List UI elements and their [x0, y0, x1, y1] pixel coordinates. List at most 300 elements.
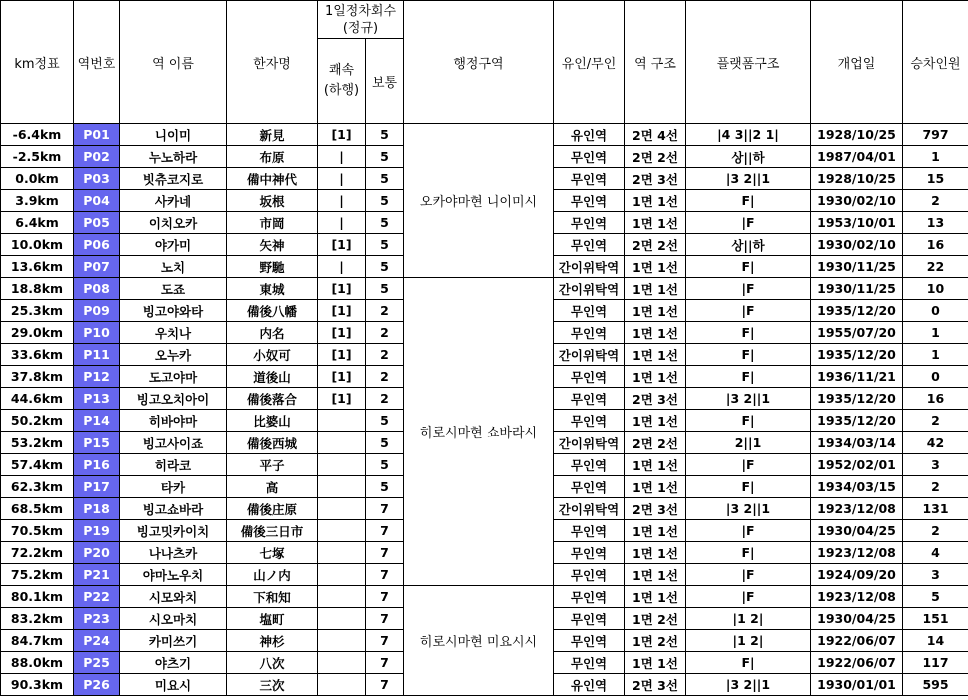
opened-cell: 1952/02/01 [811, 454, 903, 476]
staffed-cell: 간이위탁역 [554, 432, 625, 454]
opened-cell: 1928/10/25 [811, 124, 903, 146]
station-name: 타카 [120, 476, 227, 498]
opened-cell: 1953/10/01 [811, 212, 903, 234]
structure-cell: 1면 1선 [625, 410, 686, 432]
station-hanja: 三次 [227, 674, 318, 696]
structure-cell: 2면 2선 [625, 432, 686, 454]
header-passengers: 승차인원 [903, 1, 968, 124]
km-cell: 37.8km [1, 366, 74, 388]
structure-cell: 1면 1선 [625, 212, 686, 234]
km-cell: 90.3km [1, 674, 74, 696]
platform-cell: |3 2||1 [686, 168, 811, 190]
station-code: P02 [74, 146, 120, 168]
platform-cell: F| [686, 476, 811, 498]
passengers-cell: 14 [903, 630, 968, 652]
opened-cell: 1935/12/20 [811, 388, 903, 410]
staffed-cell: 간이위탁역 [554, 344, 625, 366]
staffed-cell: 무인역 [554, 366, 625, 388]
km-cell: 0.0km [1, 168, 74, 190]
opened-cell: 1922/06/07 [811, 652, 903, 674]
station-name: 히바야마 [120, 410, 227, 432]
staffed-cell: 무인역 [554, 146, 625, 168]
platform-cell: |1 2| [686, 608, 811, 630]
opened-cell: 1936/11/21 [811, 366, 903, 388]
normal-stops: 5 [366, 278, 404, 300]
station-hanja: 山ノ内 [227, 564, 318, 586]
header-opened: 개업일 [811, 1, 903, 124]
passengers-cell: 15 [903, 168, 968, 190]
structure-cell: 2면 3선 [625, 674, 686, 696]
rapid-stops: | [318, 190, 366, 212]
station-code: P04 [74, 190, 120, 212]
station-hanja: 市岡 [227, 212, 318, 234]
normal-stops: 7 [366, 652, 404, 674]
km-cell: 44.6km [1, 388, 74, 410]
km-cell: 13.6km [1, 256, 74, 278]
station-hanja: 神杉 [227, 630, 318, 652]
station-code: P09 [74, 300, 120, 322]
passengers-cell: 0 [903, 300, 968, 322]
passengers-cell: 16 [903, 388, 968, 410]
station-name: 시모와치 [120, 586, 227, 608]
platform-cell: |F [686, 564, 811, 586]
structure-cell: 1면 1선 [625, 652, 686, 674]
station-code: P10 [74, 322, 120, 344]
platform-cell: F| [686, 652, 811, 674]
opened-cell: 1928/10/25 [811, 168, 903, 190]
opened-cell: 1922/06/07 [811, 630, 903, 652]
normal-stops: 7 [366, 564, 404, 586]
normal-stops: 7 [366, 498, 404, 520]
passengers-cell: 1 [903, 322, 968, 344]
staffed-cell: 무인역 [554, 586, 625, 608]
station-code: P03 [74, 168, 120, 190]
km-cell: 57.4km [1, 454, 74, 476]
rapid-stops [318, 432, 366, 454]
platform-cell: 상||하 [686, 234, 811, 256]
station-hanja: 八次 [227, 652, 318, 674]
staffed-cell: 간이위탁역 [554, 278, 625, 300]
station-code: P11 [74, 344, 120, 366]
rapid-stops: [1] [318, 124, 366, 146]
station-hanja: 道後山 [227, 366, 318, 388]
structure-cell: 2면 2선 [625, 146, 686, 168]
station-hanja: 坂根 [227, 190, 318, 212]
normal-stops: 5 [366, 454, 404, 476]
station-hanja: 野馳 [227, 256, 318, 278]
opened-cell: 1934/03/14 [811, 432, 903, 454]
normal-stops: 7 [366, 630, 404, 652]
structure-cell: 1면 1선 [625, 366, 686, 388]
station-name: 히라코 [120, 454, 227, 476]
rapid-stops: [1] [318, 366, 366, 388]
platform-cell: 상||하 [686, 146, 811, 168]
header-stops: 1일정차회수 (정규) [318, 1, 404, 39]
opened-cell: 1930/11/25 [811, 278, 903, 300]
platform-cell: |3 2||1 [686, 388, 811, 410]
rapid-stops [318, 498, 366, 520]
normal-stops: 5 [366, 476, 404, 498]
opened-cell: 1924/09/20 [811, 564, 903, 586]
structure-cell: 1면 1선 [625, 476, 686, 498]
region-cell: 오카야마현 니이미시 [404, 124, 554, 278]
passengers-cell: 2 [903, 476, 968, 498]
opened-cell: 1935/12/20 [811, 410, 903, 432]
structure-cell: 1면 1선 [625, 300, 686, 322]
km-cell: 70.5km [1, 520, 74, 542]
rapid-stops: | [318, 256, 366, 278]
station-hanja: 下和知 [227, 586, 318, 608]
staffed-cell: 무인역 [554, 300, 625, 322]
passengers-cell: 2 [903, 410, 968, 432]
passengers-cell: 797 [903, 124, 968, 146]
header-code: 역번호 [74, 1, 120, 124]
rapid-stops [318, 674, 366, 696]
km-cell: 3.9km [1, 190, 74, 212]
station-hanja: 備中神代 [227, 168, 318, 190]
station-hanja: 矢神 [227, 234, 318, 256]
passengers-cell: 3 [903, 564, 968, 586]
station-hanja: 塩町 [227, 608, 318, 630]
station-name: 야가미 [120, 234, 227, 256]
table-row [1, 124, 968, 146]
platform-cell: |4 3||2 1| [686, 124, 811, 146]
opened-cell: 1930/04/25 [811, 608, 903, 630]
platform-cell: F| [686, 344, 811, 366]
station-code: P19 [74, 520, 120, 542]
station-name: 도고야마 [120, 366, 227, 388]
rapid-stops [318, 564, 366, 586]
station-code: P14 [74, 410, 120, 432]
header-rapid: 쾌속 (하행) [318, 39, 366, 124]
km-cell: 68.5km [1, 498, 74, 520]
structure-cell: 1면 1선 [625, 190, 686, 212]
platform-cell: |3 2||1 [686, 498, 811, 520]
station-name: 니이미 [120, 124, 227, 146]
passengers-cell: 2 [903, 190, 968, 212]
staffed-cell: 무인역 [554, 564, 625, 586]
opened-cell: 1935/12/20 [811, 344, 903, 366]
station-name: 노치 [120, 256, 227, 278]
station-hanja: 備後落合 [227, 388, 318, 410]
normal-stops: 5 [366, 432, 404, 454]
station-code: P26 [74, 674, 120, 696]
opened-cell: 1930/01/01 [811, 674, 903, 696]
header-name: 역 이름 [120, 1, 227, 124]
opened-cell: 1930/02/10 [811, 234, 903, 256]
normal-stops: 2 [366, 388, 404, 410]
passengers-cell: 10 [903, 278, 968, 300]
platform-cell: |F [686, 300, 811, 322]
platform-cell: F| [686, 190, 811, 212]
km-cell: 80.1km [1, 586, 74, 608]
normal-stops: 5 [366, 410, 404, 432]
staffed-cell: 무인역 [554, 212, 625, 234]
km-cell: 75.2km [1, 564, 74, 586]
rapid-stops: [1] [318, 322, 366, 344]
normal-stops: 5 [366, 168, 404, 190]
normal-stops: 2 [366, 344, 404, 366]
station-hanja: 布原 [227, 146, 318, 168]
staffed-cell: 간이위탁역 [554, 498, 625, 520]
normal-stops: 5 [366, 146, 404, 168]
station-code: P22 [74, 586, 120, 608]
header-platform: 플랫폼구조 [686, 1, 811, 124]
station-code: P16 [74, 454, 120, 476]
station-name: 오누카 [120, 344, 227, 366]
staffed-cell: 간이위탁역 [554, 256, 625, 278]
station-hanja: 備後西城 [227, 432, 318, 454]
km-cell: 88.0km [1, 652, 74, 674]
staffed-cell: 유인역 [554, 674, 625, 696]
station-name: 빙고오치아이 [120, 388, 227, 410]
station-hanja: 備後三日市 [227, 520, 318, 542]
passengers-cell: 42 [903, 432, 968, 454]
station-name: 빙고밋카이치 [120, 520, 227, 542]
passengers-cell: 3 [903, 454, 968, 476]
station-code: P18 [74, 498, 120, 520]
km-cell: -2.5km [1, 146, 74, 168]
structure-cell: 2면 2선 [625, 234, 686, 256]
station-name: 미요시 [120, 674, 227, 696]
station-name: 이치오카 [120, 212, 227, 234]
opened-cell: 1955/07/20 [811, 322, 903, 344]
km-cell: 62.3km [1, 476, 74, 498]
opened-cell: 1923/12/08 [811, 498, 903, 520]
table-row [1, 278, 968, 300]
rapid-stops: [1] [318, 300, 366, 322]
passengers-cell: 0 [903, 366, 968, 388]
station-name: 도죠 [120, 278, 227, 300]
rapid-stops: [1] [318, 344, 366, 366]
staffed-cell: 무인역 [554, 520, 625, 542]
staffed-cell: 무인역 [554, 410, 625, 432]
station-code: P07 [74, 256, 120, 278]
platform-cell: F| [686, 410, 811, 432]
station-code: P24 [74, 630, 120, 652]
station-hanja: 比婆山 [227, 410, 318, 432]
normal-stops: 2 [366, 366, 404, 388]
normal-stops: 7 [366, 520, 404, 542]
station-name: 빗츄코지로 [120, 168, 227, 190]
normal-stops: 5 [366, 256, 404, 278]
station-code: P01 [74, 124, 120, 146]
passengers-cell: 5 [903, 586, 968, 608]
normal-stops: 5 [366, 234, 404, 256]
passengers-cell: 117 [903, 652, 968, 674]
header-normal: 보통 [366, 39, 404, 124]
staffed-cell: 무인역 [554, 190, 625, 212]
passengers-cell: 13 [903, 212, 968, 234]
station-name: 야츠기 [120, 652, 227, 674]
rapid-stops: | [318, 146, 366, 168]
passengers-cell: 4 [903, 542, 968, 564]
opened-cell: 1987/04/01 [811, 146, 903, 168]
km-cell: 50.2km [1, 410, 74, 432]
staffed-cell: 무인역 [554, 608, 625, 630]
opened-cell: 1923/12/08 [811, 586, 903, 608]
station-hanja: 備後庄原 [227, 498, 318, 520]
station-code: P23 [74, 608, 120, 630]
station-name: 나나츠카 [120, 542, 227, 564]
structure-cell: 1면 1선 [625, 454, 686, 476]
staffed-cell: 유인역 [554, 124, 625, 146]
structure-cell: 1면 1선 [625, 520, 686, 542]
station-name: 빙고쇼바라 [120, 498, 227, 520]
structure-cell: 1면 1선 [625, 564, 686, 586]
station-hanja: 備後八幡 [227, 300, 318, 322]
rapid-stops [318, 476, 366, 498]
station-name: 카미쓰기 [120, 630, 227, 652]
platform-cell: |F [686, 586, 811, 608]
km-cell: 10.0km [1, 234, 74, 256]
table-row [1, 586, 968, 608]
platform-cell: |F [686, 454, 811, 476]
station-hanja: 小奴可 [227, 344, 318, 366]
header-region: 행정구역 [404, 1, 554, 124]
rapid-stops [318, 586, 366, 608]
staffed-cell: 무인역 [554, 454, 625, 476]
km-cell: 25.3km [1, 300, 74, 322]
rapid-stops [318, 410, 366, 432]
rapid-stops [318, 608, 366, 630]
km-cell: 72.2km [1, 542, 74, 564]
passengers-cell: 131 [903, 498, 968, 520]
normal-stops: 7 [366, 586, 404, 608]
platform-cell: |3 2||1 [686, 674, 811, 696]
station-name: 빙고야와타 [120, 300, 227, 322]
platform-cell: |F [686, 212, 811, 234]
staffed-cell: 무인역 [554, 542, 625, 564]
normal-stops: 2 [366, 322, 404, 344]
header-km: km정표 [1, 1, 74, 124]
station-code: P12 [74, 366, 120, 388]
staffed-cell: 무인역 [554, 168, 625, 190]
region-cell: 히로시마현 미요시시 [404, 586, 554, 696]
platform-cell: F| [686, 542, 811, 564]
km-cell: 18.8km [1, 278, 74, 300]
structure-cell: 1면 1선 [625, 542, 686, 564]
station-code: P13 [74, 388, 120, 410]
region-cell: 히로시마현 쇼바라시 [404, 278, 554, 586]
station-name: 시오마치 [120, 608, 227, 630]
passengers-cell: 1 [903, 344, 968, 366]
rapid-stops: [1] [318, 234, 366, 256]
passengers-cell: 151 [903, 608, 968, 630]
platform-cell: |1 2| [686, 630, 811, 652]
platform-cell: 2||1 [686, 432, 811, 454]
rapid-stops: | [318, 212, 366, 234]
rapid-stops: | [318, 168, 366, 190]
km-cell: 33.6km [1, 344, 74, 366]
opened-cell: 1930/11/25 [811, 256, 903, 278]
station-code: P06 [74, 234, 120, 256]
normal-stops: 7 [366, 608, 404, 630]
station-name: 사카네 [120, 190, 227, 212]
normal-stops: 5 [366, 190, 404, 212]
opened-cell: 1935/12/20 [811, 300, 903, 322]
station-name: 우치나 [120, 322, 227, 344]
station-code: P08 [74, 278, 120, 300]
structure-cell: 1면 1선 [625, 256, 686, 278]
structure-cell: 2면 3선 [625, 388, 686, 410]
station-hanja: 平子 [227, 454, 318, 476]
rapid-stops [318, 542, 366, 564]
opened-cell: 1934/03/15 [811, 476, 903, 498]
station-hanja: 七塚 [227, 542, 318, 564]
normal-stops: 2 [366, 300, 404, 322]
station-code: P05 [74, 212, 120, 234]
station-rows [1, 124, 968, 696]
staffed-cell: 무인역 [554, 476, 625, 498]
platform-cell: F| [686, 366, 811, 388]
rapid-stops: [1] [318, 388, 366, 410]
normal-stops: 7 [366, 674, 404, 696]
km-cell: 84.7km [1, 630, 74, 652]
opened-cell: 1923/12/08 [811, 542, 903, 564]
station-name: 야마노우치 [120, 564, 227, 586]
station-hanja: 高 [227, 476, 318, 498]
structure-cell: 2면 3선 [625, 498, 686, 520]
km-cell: 6.4km [1, 212, 74, 234]
normal-stops: 5 [366, 124, 404, 146]
passengers-cell: 1 [903, 146, 968, 168]
platform-cell: F| [686, 322, 811, 344]
structure-cell: 1면 1선 [625, 322, 686, 344]
passengers-cell: 16 [903, 234, 968, 256]
structure-cell: 2면 3선 [625, 168, 686, 190]
staffed-cell: 무인역 [554, 652, 625, 674]
structure-cell: 1면 1선 [625, 586, 686, 608]
rapid-stops: [1] [318, 278, 366, 300]
structure-cell: 1면 2선 [625, 608, 686, 630]
rapid-stops [318, 520, 366, 542]
rapid-stops [318, 454, 366, 476]
platform-cell: |F [686, 520, 811, 542]
opened-cell: 1930/04/25 [811, 520, 903, 542]
passengers-cell: 22 [903, 256, 968, 278]
station-name: 누노하라 [120, 146, 227, 168]
passengers-cell: 2 [903, 520, 968, 542]
km-cell: 83.2km [1, 608, 74, 630]
km-cell: 29.0km [1, 322, 74, 344]
km-cell: 53.2km [1, 432, 74, 454]
opened-cell: 1930/02/10 [811, 190, 903, 212]
structure-cell: 2면 4선 [625, 124, 686, 146]
staffed-cell: 무인역 [554, 388, 625, 410]
rapid-stops [318, 630, 366, 652]
station-code: P15 [74, 432, 120, 454]
km-cell: -6.4km [1, 124, 74, 146]
normal-stops: 5 [366, 212, 404, 234]
header-hanja: 한자명 [227, 1, 318, 124]
header-structure: 역 구조 [625, 1, 686, 124]
platform-cell: F| [686, 256, 811, 278]
staffed-cell: 무인역 [554, 234, 625, 256]
staffed-cell: 무인역 [554, 322, 625, 344]
station-code: P25 [74, 652, 120, 674]
staffed-cell: 무인역 [554, 630, 625, 652]
structure-cell: 1면 2선 [625, 630, 686, 652]
station-code: P17 [74, 476, 120, 498]
station-hanja: 内名 [227, 322, 318, 344]
structure-cell: 1면 1선 [625, 344, 686, 366]
passengers-cell: 595 [903, 674, 968, 696]
station-code: P21 [74, 564, 120, 586]
normal-stops: 7 [366, 542, 404, 564]
platform-cell: |F [686, 278, 811, 300]
station-hanja: 新見 [227, 124, 318, 146]
